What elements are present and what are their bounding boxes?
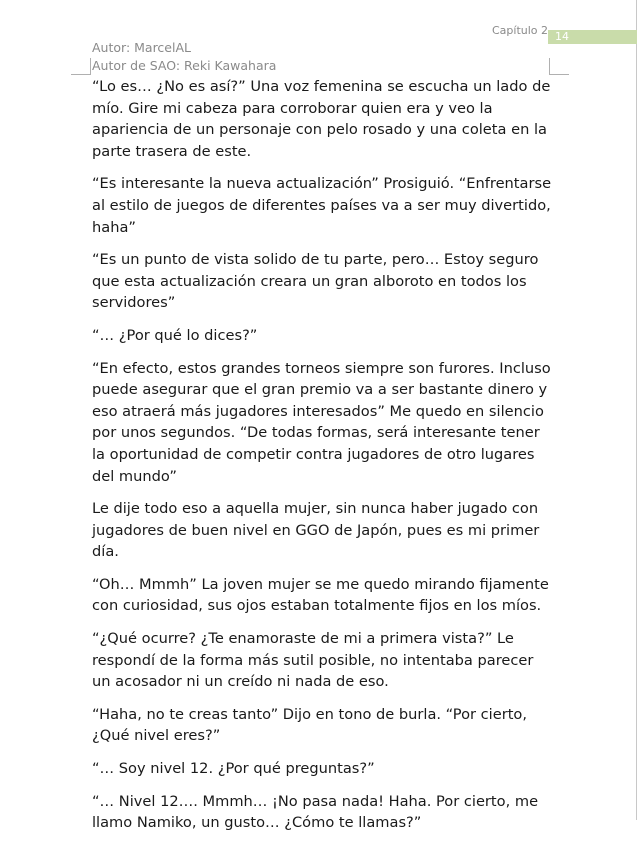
paragraph: “Oh… Mmmh” La joven mujer se me quedo mirando fijamente con curiosidad, sus ojos estaban totalmente fijos en los míos.: [92, 575, 549, 615]
document-body: [92, 76, 554, 845]
paragraph: “¿Qué ocurre? ¿Te enamoraste de mi a primera vista?” Le respondí de la forma más sutil posible, no intentaba parecer un acosador ni un creído ni nada de eso.: [92, 630, 534, 691]
paragraph: “Haha, no te creas tanto” Dijo en tono de burla. “Por cierto, ¿Qué nivel eres?”: [92, 705, 527, 745]
author-header: [92, 39, 276, 75]
sao-author-line: Autor de SAO: Reki Kawahara: [92, 58, 277, 73]
paragraph: “Lo es… ¿No es así?” Una voz femenina se escucha un lado de mío. Gire mi cabeza para corroborar quien era y veo la apariencia de un personaje con pelo rosado y una coleta en la parte trasera de este.: [92, 78, 551, 160]
paragraph: “Es un punto de vista solido de tu parte, pero… Estoy seguro que esta actualización creara un gran alboroto en todos los servidores”: [92, 251, 539, 312]
page-number: 14: [555, 30, 569, 43]
crop-mark-right: [549, 58, 569, 75]
paragraph: “… ¿Por qué lo dices?”: [92, 326, 258, 344]
page-number-box: [548, 30, 637, 44]
crop-mark-left: [71, 58, 91, 75]
paragraph: Le dije todo eso a aquella mujer, sin nunca haber jugado con jugadores de buen nivel en GGO de Japón, pues es mi primer día.: [92, 500, 540, 561]
paragraph: “En efecto, estos grandes torneos siempre son furores. Incluso puede asegurar que el gran premio va a ser bastante dinero y eso atraerá más jugadores interesados” Me quedo en silencio por unos segundos. “De todas formas, será interesante tener la oportunidad de competir contra jugadores de otro lugares del mundo”: [92, 359, 551, 485]
paragraph: “… Soy nivel 12. ¿Por qué preguntas?”: [92, 760, 375, 778]
chapter-header: Capítulo 2: [492, 24, 549, 37]
author-line: Autor: MarcelAL: [92, 40, 191, 55]
paragraph: “… Nivel 12…. Mmmh… ¡No pasa nada! Haha. Por cierto, me llamo Namiko, un gusto… ¿Cómo te llamas?”: [92, 792, 539, 832]
paragraph: “Es interesante la nueva actualización” Prosiguió. “Enfrentarse al estilo de juegos de diferentes países va a ser muy divertido, haha”: [92, 175, 552, 236]
